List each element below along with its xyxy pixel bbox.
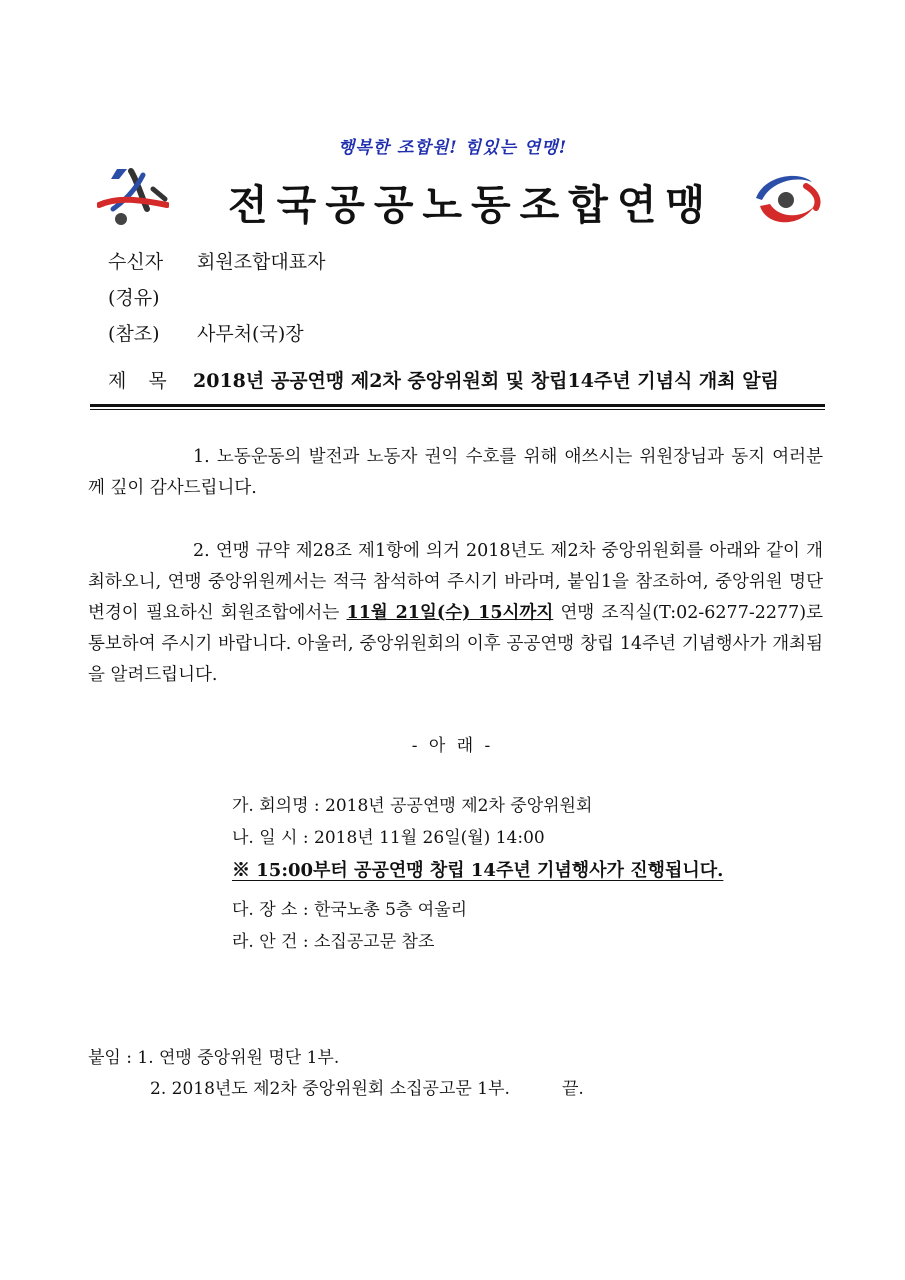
deadline-emphasis: 11월 21일(수) 15시까지 [346,603,554,623]
detail-place: 다. 장 소 : 한국노총 5층 여울리 [232,900,468,920]
detail-meeting: 가. 회의명 : 2018년 공공연맹 제2차 중앙위원회 [232,796,593,816]
slogan: 행복한 조합원! 힘있는 연맹! [337,138,568,158]
subject-label: 제 목 [108,370,175,392]
header-divider-thin [90,409,825,410]
ref-label: (참조) [108,323,160,345]
paragraph-2-text [88,536,823,691]
anniversary-note: ※ 15:00부터 공공연맹 창립 14주년 기념행사가 진행됩니다. [232,860,724,881]
header-divider-thick [90,404,825,407]
subject-value: 2018년 공공연맹 제2차 중앙위원회 및 창립14주년 기념식 개최 알림 [193,370,779,392]
paragraph-2-part1: 2. 연맹 규약 제28조 제1항에 의거 2018년도 제2차 중앙위원회를 아래와 같이 개최하오니, 연맹 중앙위원께서는 적극 참석하여 주시기 바라며, 붙임1을 참조하여, 중앙위원 명단 변경이 필요하신 회원조합에서는 [88,541,823,623]
document-end: 끝. [562,1079,584,1099]
recipient-value: 회원조합대표자 [197,251,326,273]
via-label: (경유) [108,287,160,309]
union-emblem-icon [97,165,169,229]
recipient-label: 수신자 [108,251,164,273]
detail-agenda: 라. 안 건 : 소집공고문 참조 [232,932,435,952]
paragraph-2 [88,536,823,691]
paragraph-1-text: 1. 노동운동의 발전과 노동자 권익 수호를 위해 애쓰시는 위원장님과 동지 여러분께 깊이 감사드립니다. [88,447,823,498]
org-name: 전국공공노동조합연맹 [228,181,715,229]
detail-datetime: 나. 일 시 : 2018년 11월 26일(월) 14:00 [232,828,545,848]
details-heading: - 아 래 - [411,736,494,756]
paragraph-1 [88,442,823,504]
ref-value: 사무처(국)장 [197,323,304,345]
paragraph-2-part2: 연맹 조직실(T:02-6277-2277)로 통보하여 주시기 바랍니다. 아울러, 중앙위원회의 이후 공공연맹 창립 14주년 기념행사가 개최됨을 알려드립니다. [88,603,824,685]
attachment-2: 2. 2018년도 제2차 중앙위원회 소집공고문 1부. [150,1079,510,1099]
attachment-1: 붙임 : 1. 연맹 중앙위원 명단 1부. [88,1048,340,1068]
union-emblem-icon [750,170,822,230]
